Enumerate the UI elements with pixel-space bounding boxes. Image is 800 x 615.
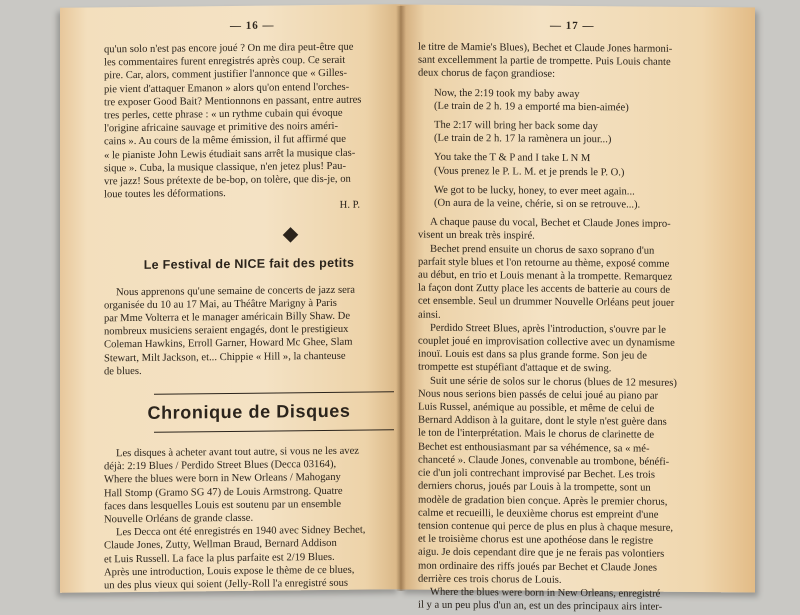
intro-paragraph (104, 40, 394, 215)
text-line: déjà: 2:19 Blues / Perdido Street Blues (Decca 03164), (104, 459, 337, 473)
text-line: A chaque pause du vocal, Bechet et Claude Jones impro- (430, 216, 671, 231)
text-line: parfait style blues et l'on retourne au thème, exposé comme (418, 256, 670, 270)
lyric-translation: (On aura de la veine, chérie, si on se retrouve...). (434, 197, 641, 211)
chronique-heading: Chronique de Disques (147, 400, 351, 423)
section-rule-top (154, 391, 394, 395)
text-line: Nous nous serions bien passés de celui joué au piano par (418, 388, 659, 402)
text-line: derniers chorus, joués par Louis à la trompette, sont un (418, 480, 651, 494)
text-line: aigu. Je dois cependant dire que je ne ferais pas volontiers (418, 546, 665, 561)
text-line: mon ordinaire des riffs joués par Bechet et Claude Jones (418, 560, 657, 574)
text-line: trompette est stupéfiant d'attaque et de swing. (418, 362, 612, 375)
festival-heading: Le Festival de NICE fait des petits (143, 255, 355, 272)
text-line: deux chorus de façon grandiose: (418, 68, 556, 81)
text-line: tres perles, cette phrase : « un rythme cubain qui évoque (104, 107, 343, 122)
text-line: Bernard Addison à la guitare, dont le style n'est guère dans (418, 414, 667, 429)
page-number-left: — 16 — (230, 19, 275, 32)
festival-paragraph (104, 283, 394, 378)
text-line: cains ». Au cours de la même émission, il fut affirmé que (104, 134, 346, 148)
text-line: Suit une série de solos sur le chorus (blues de 12 mesures) (430, 375, 677, 389)
text-line: les commentaires furent enregistrés après coup. Ce serait (104, 54, 346, 69)
text-line: couplet joué en improvisation collective avec un dynamisme (418, 335, 675, 349)
section-rule-bottom (154, 429, 394, 433)
text-line: Coleman Hawkins, Erroll Garner, Howard Mc Ghee, Slam (104, 337, 353, 351)
text-line: inouï. Louis est dans sa plus grande forme. Son jeu de (418, 348, 647, 362)
text-line: au début, en trio et Louis menant à la trompette. Remarquez (418, 269, 673, 283)
text-line: derrière ces trois chorus de Louis. (418, 573, 562, 586)
lyric-translation: (Le train de 2 h. 17 la ramènera un jour...) (434, 132, 612, 146)
lyrics-block (418, 80, 733, 218)
text-line: tension contenue qui perce de plus en plus à chaque mesure, (418, 520, 674, 534)
lyric-line: The 2:17 will bring her back some day (434, 119, 598, 133)
text-line: la façon dont Zutty place les accents de batterie au cours de (418, 282, 671, 297)
text-line: vre jazz! Sous prétexte de be-bop, on tolère, que dis-je, on (104, 173, 351, 188)
text-line: Nouvelle Orléans de grande classe. (104, 512, 254, 526)
text-line: Les Decca ont été enregistrés en 1940 avec Sidney Bechet, (116, 524, 366, 539)
text-line: qu'un solo n'est pas encore joué ? On me dira peut-être que (104, 41, 354, 56)
text-line: sant excellemment la partie de trompette. Puis Louis chante (418, 54, 671, 69)
text-line: Hall Stomp (Gramo SG 47) de Louis Armstrong. Quatre (104, 485, 343, 499)
text-line: pie vient d'attaquer Emanon » alors qu'on entend l'orches- (104, 81, 350, 95)
text-line: Where the blues were born in New Orleans, enregistré (430, 586, 661, 600)
right-page (400, 4, 755, 613)
text-line: organisée du 10 au 17 Mai, au Théâtre Marigny à Paris (104, 297, 337, 312)
diamond-ornament-icon (283, 227, 299, 243)
text-line: nombreux musiciens seraient engagés, dont le prestigieux (104, 324, 349, 338)
lyric-line: Now, the 2:19 took my baby away (434, 87, 580, 100)
text-line: le ton de l'interprétation. Mais le chorus de clarinette de (418, 428, 655, 442)
text-line: Après une introduction, Louis expose le thème de ce blues, (104, 564, 355, 579)
text-line: faces dans lesquelles Louis est soutenu par un ensemble (104, 498, 342, 513)
text-line: et le troisième chorus est une apothéose dans le registre (418, 533, 654, 547)
lyric-line: You take the T & P and I take L N M (434, 152, 591, 165)
text-line: l'origine africaine sauvage et primitive des noirs améri- (104, 121, 338, 135)
text-line: Nous apprenons qu'une semaine de concerts de jazz sera (116, 284, 355, 298)
signature: H. P. (339, 200, 360, 212)
lyric-translation: (Vous prenez le P. L. M. et je prends le P. O.) (434, 165, 625, 179)
text-line: de blues. (104, 365, 142, 378)
text-line: Les disques à acheter avant tout autre, si vous ne les avez (116, 445, 359, 460)
text-line: « le pianiste John Lewis étudiait sans arrêt la musique clas- (104, 147, 356, 161)
text-line: il y a un peu plus d'un an, est un des principaux airs inter- (418, 599, 663, 613)
text-line: cie d'un joli contrechant improvisé par Bechet. Les trois (418, 467, 655, 481)
text-line: Bechet est enthousiasmant par sa véhémence, sa « mé- (418, 441, 650, 455)
text-line: par Mme Volterra et le manager américain Billy Shaw. De (104, 310, 351, 325)
text-line: Perdido Street Blues, après l'introduction, s'ouvre par le (430, 322, 666, 336)
text-line: visent un break très inspiré. (418, 230, 535, 243)
text-line: Stewart, Milt Jackson, et... Chippie « Hill », la chanteuse (104, 350, 346, 364)
lyric-line: We got to be lucky, honey, to ever meet again... (434, 184, 635, 198)
right-intro (418, 41, 733, 83)
text-line: un des plus vieux qui soient (Jelly-Roll l'a enregistré sous (104, 577, 349, 592)
lyric-translation: (Le train de 2 h. 19 a emporté ma bien-aimée) (434, 100, 629, 114)
text-line: et Luis Russell. La face la plus parfaite est 2/19 Blues. (104, 551, 335, 566)
text-line: cet ensemble. Seul un drummer Nouvelle Orléans peut jouer (418, 296, 675, 310)
text-line: chanceté ». Claude Jones, convenable au trombone, bénéfi- (418, 454, 670, 468)
text-line: Luis Russel, anémique au possible, et même de celui de (418, 401, 655, 415)
text-line: Where the blues were born in New Orleans / Mahogany (104, 472, 341, 486)
text-line: ainsi. (418, 309, 441, 321)
text-line: modèle de gradation bien conçue. Après le premier chorus, (418, 494, 668, 508)
text-line: Claude Jones, Zutty, Wellman Braud, Bernard Addison (104, 538, 337, 552)
text-line: tre exposer Good Bait? Mentionnons en passant, entre autres (104, 94, 362, 109)
text-line: le titre de Mamie's Blues), Bechet et Claude Jones harmoni- (418, 41, 673, 55)
text-line: sique ». Cuba, la musique classique, n'en jetez plus! Pau- (104, 160, 346, 175)
page-number-right: — 17 — (550, 19, 595, 33)
open-booklet (60, 6, 755, 613)
text-line: pire. Car, alors, comment justifier l'annonce que « Gilles- (104, 68, 348, 82)
text-line: calme et recueilli, le deuxième chorus est empreint d'une (418, 507, 659, 521)
right-body (418, 216, 733, 615)
chronique-paragraph (104, 444, 394, 592)
text-line: loue toutes les déformations. (104, 188, 226, 201)
text-line: Bechet prend ensuite un chorus de saxo soprano d'un (430, 243, 655, 257)
book-spine-fold (396, 6, 406, 591)
left-page (60, 4, 400, 593)
